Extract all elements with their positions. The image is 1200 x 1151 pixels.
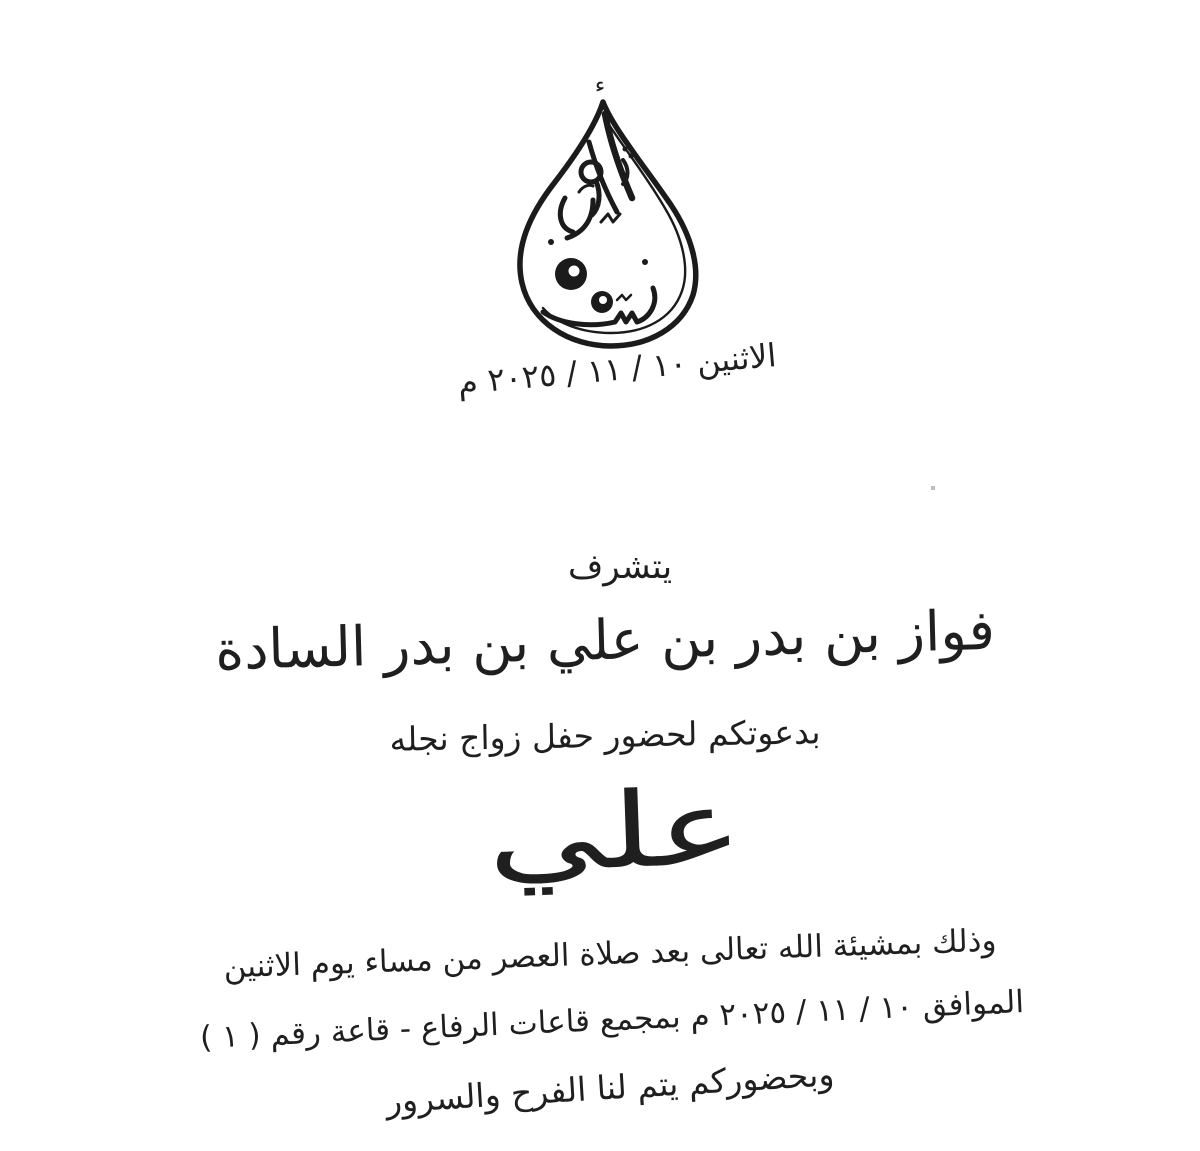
invitation-purpose-line: بدعوتكم لحضور حفل زواج نجله xyxy=(389,712,821,759)
event-time-line: وذلك بمشيئة الله تعالى بعد صلاة العصر من مساء يوم الاثنين xyxy=(223,922,997,986)
teardrop-calligraphy-icon xyxy=(503,70,738,360)
groom-name: علي xyxy=(484,765,746,897)
event-date-venue-line: الموافق ١٠ / ١١ / ٢٠٢٥ م بمجمع قاعات الرفاع - قاعة رقم ( ١ ) xyxy=(199,984,1025,1056)
scan-artifact-dot xyxy=(931,486,935,490)
host-father-name: فواز بن بدر بن علي بن بدر السادة xyxy=(214,597,996,683)
svg-text:ء: ء xyxy=(594,73,606,98)
honorific-line: يتشرف xyxy=(567,547,673,587)
closing-courtesy-line: وبحضوركم يتم لنا الفرح والسرور xyxy=(384,1054,836,1121)
family-emblem xyxy=(503,70,738,360)
gregorian-date-line: الاثنين ١٠ / ١١ / ٢٠٢٥ م xyxy=(456,336,778,402)
